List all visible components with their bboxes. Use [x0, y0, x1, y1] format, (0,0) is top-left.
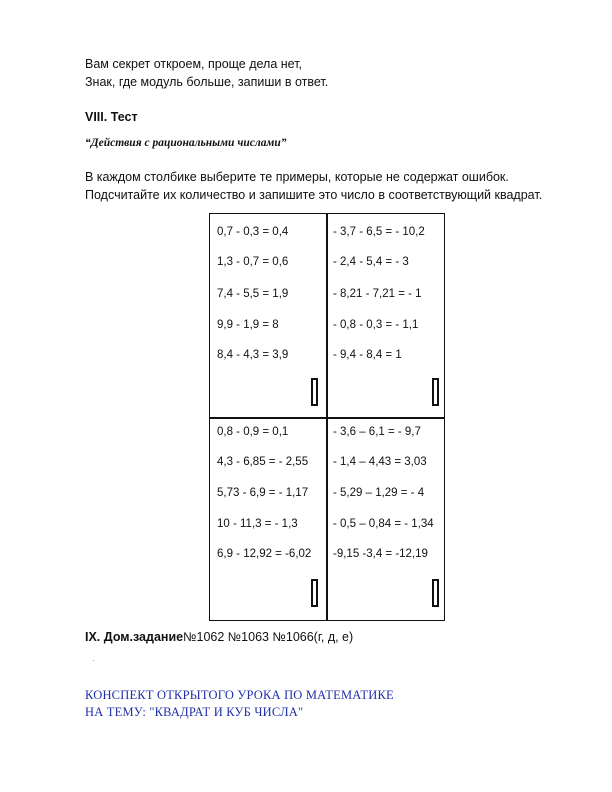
example-item: 8,4 - 4,3 = 3,9 — [217, 349, 289, 361]
homework-line — [85, 630, 353, 644]
lesson-title-line-1: КОНСПЕКТ ОТКРЫТОГО УРОКА ПО МАТЕМАТИКЕ — [85, 688, 394, 702]
example-item: - 0,5 – 0,84 = - 1,34 — [333, 518, 434, 530]
example-item: - 3,7 - 6,5 = - 10,2 — [333, 226, 425, 238]
answer-box-bottom-left[interactable] — [311, 579, 318, 607]
example-item: 4,3 - 6,85 = - 2,55 — [217, 456, 309, 468]
instruction-line-2: Подсчитайте их количество и запишите это число в соответствующий квадрат. — [85, 188, 543, 202]
example-item: - 1,4 – 4,43 = 3,03 — [333, 456, 427, 468]
homework-label: IX. Дом.задание — [85, 630, 184, 644]
answer-box-top-right[interactable] — [432, 378, 439, 406]
homework-tasks: №1062 №1063 №1066(г, д, е) — [183, 630, 354, 644]
footer-marker: · — [92, 656, 95, 665]
verse-line-2: Знак, где модуль больше, запиши в ответ. — [85, 75, 329, 89]
section-heading: VIII. Тест — [85, 110, 138, 124]
example-item: 7,4 - 5,5 = 1,9 — [217, 288, 289, 300]
section-subtitle: “Действия с рациональными числами” — [85, 137, 287, 149]
example-item: - 8,21 - 7,21 = - 1 — [333, 288, 422, 300]
lesson-title-line-2: НА ТЕМУ: "КВАДРАТ И КУБ ЧИСЛА" — [85, 705, 304, 719]
answer-box-bottom-right[interactable] — [432, 579, 439, 607]
example-item: 1,3 - 0,7 = 0,6 — [217, 256, 289, 268]
example-item: 0,7 - 0,3 = 0,4 — [217, 226, 289, 238]
example-item: - 3,6 – 6,1 = - 9,7 — [333, 426, 421, 438]
example-item: - 5,29 – 1,29 = - 4 — [333, 487, 425, 499]
verse-line-1: Вам секрет откроем, проще дела нет, — [85, 57, 303, 71]
example-item: - 0,8 - 0,3 = - 1,1 — [333, 319, 419, 331]
example-item: 5,73 - 6,9 = - 1,17 — [217, 487, 309, 499]
example-item: - 9,4 - 8,4 = 1 — [333, 349, 402, 361]
test-grid — [209, 213, 445, 621]
example-item: 0,8 - 0,9 = 0,1 — [217, 426, 289, 438]
answer-box-top-left[interactable] — [311, 378, 318, 406]
example-item: 9,9 - 1,9 = 8 — [217, 319, 279, 331]
example-item: 6,9 - 12,92 = -6,02 — [217, 548, 312, 560]
example-item: 10 - 11,3 = - 1,3 — [217, 518, 298, 530]
instruction-line-1: В каждом столбике выберите те примеры, которые не содержат ошибок. — [85, 170, 509, 184]
example-item: -9,15 -3,4 = -12,19 — [333, 548, 428, 560]
grid-horizontal-divider — [210, 417, 444, 419]
example-item: - 2,4 - 5,4 = - 3 — [333, 256, 409, 268]
